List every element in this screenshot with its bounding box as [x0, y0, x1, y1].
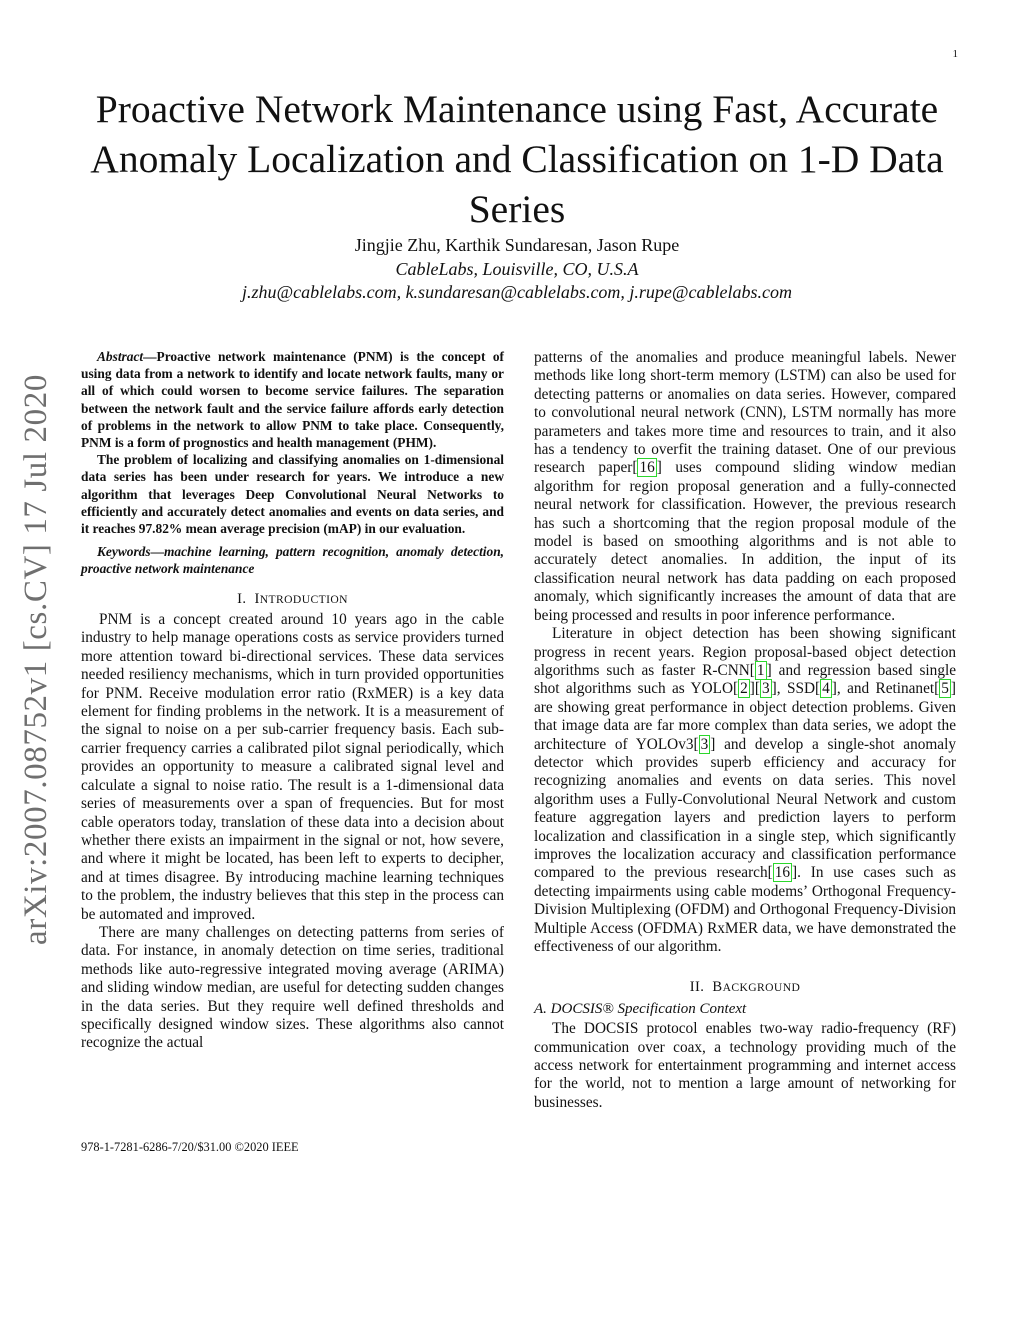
author-list: Jingjie Zhu, Karthik Sundaresan, Jason Rupe	[354, 235, 680, 255]
body-paragraph: patterns of the anomalies and produce meaningful labels. Newer methods like long short-term memory (LSTM) can also be used for detecting patterns or anomalies on data series. However, compared to convolutional neural network (CNN), LSTM normally has more parameters and takes more time and resources to train, and it also has a tendency to overfit the training dataset. One of our previous research paper[ 16 ] uses compound sliding window median algorithm for region proposal generation and a fully-connected neural network for classification. However, the previous research has such a shortcoming that the region proposal module of the model is based on smoothing algorithms and is not able to accurately detect anomalies. In addition, the input of its classification neural network has data padding on each proposed anomaly, which significantly increases the amount of data that are being processed and results in poor inference performance.	[534, 349, 956, 624]
citation-link[interactable]: 5	[941, 680, 949, 698]
citation-link[interactable]: 4	[822, 680, 830, 698]
paragraph-text: and regression based single shot algorithms such as YOLO	[534, 661, 957, 698]
abstract-paragraph: The problem of localizing and classifying anomalies on 1-dimensional data series has been under research for years. We introduce a new algorithm that leverages Deep Convolutional Neural Networks to efficiently and accurately detect anomalies and events on data series, and it reaches 97.82% mean average precision (mAP) in our evaluation.	[81, 452, 504, 537]
section-title-rest: ACKGROUND	[722, 981, 801, 995]
paragraph-text: . In use cases such as detecting impairments using cable modems’ Orthogonal Frequency-Division Multiplexing (OFDM) and Orthogonal Frequency-Division Multiple Access (OFDMA) RxMER data, we have demonstrated the effectiveness of our algorithm.	[534, 864, 956, 955]
section-title-rest: NTRODUCTION	[259, 592, 348, 606]
citation-link[interactable]: 16	[774, 864, 791, 882]
citation-link[interactable]: 1	[756, 661, 765, 679]
abstract-lead: Abstract	[97, 349, 144, 364]
right-column	[534, 349, 956, 1112]
arxiv-identifier: arXiv:2007.08752v1 [cs.CV] 17 Jul 2020	[18, 374, 54, 945]
section-title-initial: B	[712, 979, 723, 996]
body-paragraph: The DOCSIS protocol enables two-way radio-frequency (RF) communication over coax, a technology providing much of the access network for entertainment programming and internet access for the world, not to mention a large amount of networking for businesses.	[534, 1020, 956, 1111]
author-emails: j.zhu@cablelabs.com, k.sundaresan@cablelabs.com, j.rupe@cablelabs.com	[242, 282, 792, 302]
section-numeral: II.	[689, 979, 705, 996]
paragraph-text: Literature in object detection has been showing significant progress in recent years. Region proposal-based object detection algorithms such as faster R-CNN	[534, 625, 956, 679]
body-paragraph: Literature in object detection has been showing significant progress in recent years. Region proposal-based object detection algorithms such as faster R-CNN[ 1 ] and regression based single shot algorithms such as YOLO[ 2 ][ 3 ], SSD[ 4 ], and Retinanet[ 5 ] are showing great performance in object detection problems. Given that image data are far more complex than data series, we adopt the architecture of YOLOv3[ 3 ] and develop a single-shot anomaly detector which provides superb efficiency and accuracy for recognizing anomalies and events on data series. This novel algorithm uses a Fully-Convolutional Neural Network and custom feature aggregation layers and prediction layers to perform localization and classification in a single step, which significantly improves the localization accuracy and classification performance compared to the previous research[ 16 ]. In use cases such as detecting impairments using cable modems’ Orthogonal Frequency-Division Multiplexing (OFDM) and Orthogonal Frequency-Division Multiple Access (OFDMA) RxMER data, we have demonstrated the effectiveness of our algorithm.	[534, 625, 957, 955]
paragraph-text: , and Retinanet	[836, 680, 935, 698]
paragraph-text: patterns of the anomalies and produce meaningful labels. Newer methods like long short-term memory (LSTM) can also be used for detecting patterns or anomalies on data series. However, compared to convolutional neural network (CNN), LSTM normally has more parameters and takes more time and resources to train, and it also has a tendency to overfit the training dataset. One of our previous research paper	[534, 349, 956, 477]
citation-link[interactable]: 3	[700, 735, 709, 753]
paragraph-text: , SSD	[776, 680, 816, 698]
page-number: 1	[952, 48, 958, 60]
keywords: Keywords—machine learning, pattern recognition, anomaly detection, proactive network maintenance	[81, 544, 504, 577]
section-numeral: I.	[237, 590, 247, 607]
section-heading-background	[534, 978, 956, 997]
paragraph-text: and develop a single-shot anomaly detector which provides superb efficiency and accuracy for recognizing anomalies and events on data series. This novel algorithm uses a Fully-Convolutional Neural Network and custom feature aggregation layers and prediction layers to perform localization and classification in a single step, which significantly improves the localization accuracy and classification performance compared to the previous research	[534, 735, 956, 882]
paper-title: Proactive Network Maintenance using Fast, Accurate Anomaly Localization and Classification on 1-D Data Series	[90, 87, 944, 231]
copyright-notice: 978-1-7281-6286-7/20/$31.00 ©2020 IEEE	[81, 1140, 299, 1154]
section-heading-introduction	[81, 590, 504, 609]
abstract-paragraph: —Proactive network maintenance (PNM) is the concept of using data from a network to identify and locate network faults, many or all of which could worsen to become service failures. The separation between the network fault and the service failure affords early detection of problems in the network to allow PNM to take place. Consequently, PNM is a form of prognostics and health management (PHM).	[81, 349, 504, 451]
left-column	[81, 348, 504, 1053]
citation-link[interactable]: 16	[639, 459, 655, 477]
body-paragraph: PNM is a concept created around 10 years ago in the cable industry to help manage operations costs as service providers turned more attention toward bi-directional services. These data services needed resiliency mechanisms, which in turn provided opportunities for PNM. Receive modulation error ratio (RxMER) is a key data element for finding problems in the network. It is a measurement of the signal to noise on a per sub-carrier frequency basis. Each sub-carrier frequency carries a calibrated pilot signal periodically, which provides an opportunity to measure a calibrated signal level and calculate a signal to noise ratio. The result is a 1-dimensional data series of measurements over a span of frequencies. But for most cable operators today, translation of these data into a decision about whether there exists an impairment in the signal or not, how severe, and where it might be located, has been left to experts to decipher, and at times disagree. By introducing machine learning techniques to the problem, the industry believes that this step in the process can be automated and improved.	[81, 611, 504, 923]
abstract	[81, 348, 504, 537]
subsection-heading: A. DOCSIS® Specification Context	[534, 1000, 747, 1017]
body-paragraph: There are many challenges on detecting patterns from series of data. For instance, in anomaly detection on time series, traditional methods like auto-regressive integrated moving average (ARIMA) and sliding window median, are useful for detecting sudden changes in the data series. But they require well defined thresholds and specifically designed window sizes. These algorithms also cannot recognize the actual	[81, 923, 504, 1052]
citation-link[interactable]: 3	[762, 680, 770, 698]
section-title-initial: I	[254, 590, 260, 607]
author-affiliation: CableLabs, Louisville, CO, U.S.A	[395, 259, 639, 279]
paragraph-text: uses compound sliding window median algorithm for region proposal generation and a fully-connected neural network for classification. However, the previous research has such a shortcoming that the region proposal module of the model is based on smoothing algorithms and is not able to accurately detect anomalies. In addition, the input of its classification neural network has data padding on each proposed anomaly, which significantly increases the amount of data that are being processed and results in poor inference performance.	[534, 459, 956, 624]
paragraph-text: are showing great performance in object detection problems. Given that image data are far more complex than data series, we adopt the architecture of YOLOv3	[534, 698, 956, 753]
citation-link[interactable]: 2	[740, 680, 748, 698]
